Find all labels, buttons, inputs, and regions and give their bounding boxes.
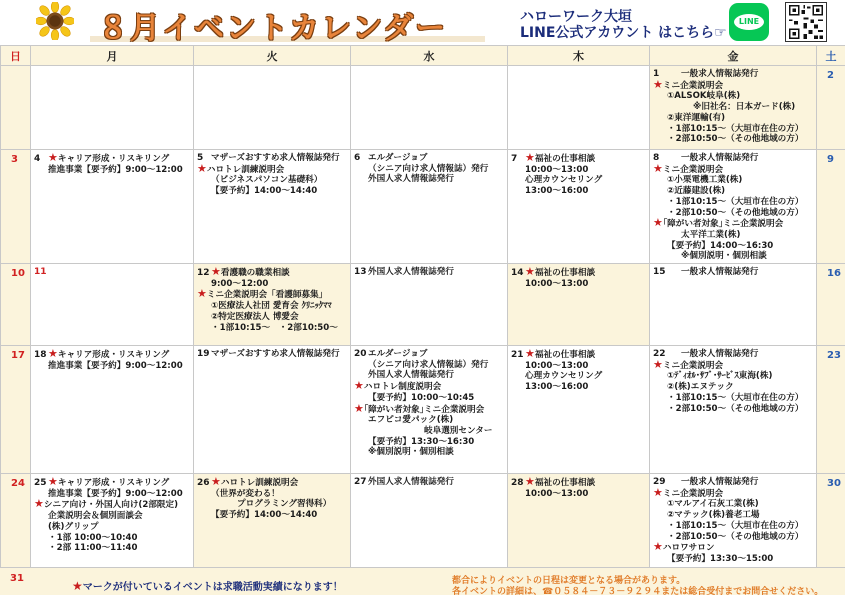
- sunday-cell: 3: [1, 150, 31, 264]
- event-line: [511, 477, 646, 489]
- event-line: [511, 382, 646, 393]
- event-line: [34, 499, 190, 511]
- event-line: [653, 197, 813, 208]
- event-line: [34, 511, 190, 522]
- event-text: ・1部10:15～（大垣市在住の方）: [667, 123, 804, 134]
- day-cell: [508, 474, 650, 570]
- event-line: [511, 361, 646, 372]
- event-line: [34, 361, 190, 372]
- event-text: 10:00～13:00: [525, 360, 589, 371]
- event-text: ②特定医療法人 博愛会: [211, 311, 299, 322]
- event-line: [354, 360, 504, 371]
- event-text: ハロトレ訓練説明会: [206, 164, 285, 175]
- event-text: 【要予約】14:00～14:40: [211, 510, 318, 521]
- sunday-cell: 10: [1, 264, 31, 346]
- event-line: [653, 241, 813, 252]
- event-line: [653, 554, 813, 565]
- event-text: （ビジネスパソコン基礎科）: [211, 175, 323, 186]
- event-text: 看護職の職業相談: [220, 268, 290, 278]
- line-logo-text: LINE: [734, 14, 764, 30]
- event-line: [511, 175, 646, 186]
- day-number: 18: [34, 350, 47, 360]
- event-line: [653, 393, 813, 404]
- event-line: [511, 349, 646, 361]
- event-text: ①医療法人社団 愛育会 ｸﾘﾆｯｸﾏﾏ: [211, 301, 332, 312]
- event-line: [197, 489, 347, 500]
- event-text: 13:00～16:00: [525, 186, 589, 197]
- day-cell: [351, 474, 508, 570]
- event-line: [653, 218, 813, 230]
- star-icon: ★: [48, 151, 58, 164]
- event-line: [197, 349, 347, 360]
- day-number: 7: [511, 154, 518, 164]
- event-line: [197, 312, 347, 323]
- day-cell: [351, 66, 508, 150]
- star-icon: ★: [653, 485, 663, 499]
- week-row: [1, 264, 845, 346]
- event-text: ・2部10:50～（その他地域の方）: [667, 207, 804, 218]
- event-line: [354, 164, 504, 175]
- day-cell: [650, 474, 817, 570]
- day-cell: [194, 150, 351, 264]
- event-text: ハロトレ訓練説明会: [220, 478, 299, 488]
- event-line: [653, 208, 813, 219]
- day-cell: [508, 346, 650, 474]
- event-line: [197, 279, 347, 290]
- event-text: 心理カウンセリング: [525, 371, 603, 382]
- event-text: 10:00～13:00: [525, 164, 589, 175]
- event-line: [354, 447, 504, 458]
- event-line: [197, 477, 347, 489]
- calendar-grid: [0, 45, 845, 570]
- event-line: [653, 134, 813, 145]
- event-line: [653, 69, 813, 80]
- sunday-cell: 17: [1, 346, 31, 474]
- day-number: 28: [511, 478, 524, 488]
- day-number: 20: [354, 349, 367, 359]
- day-cell: [508, 150, 650, 264]
- event-line: [34, 153, 190, 165]
- footer-note-text: マークが付いているイベントは求職活動実績になります！: [82, 582, 343, 593]
- event-line: [34, 477, 190, 489]
- event-text: 一般求人情報誌発行: [681, 153, 759, 163]
- weekday-wed: 水: [351, 46, 508, 66]
- sunflower-icon: [36, 2, 74, 40]
- event-line: [354, 401, 504, 416]
- star-icon: ★: [48, 347, 58, 360]
- event-text: ハロトレ制度説明会: [363, 382, 442, 393]
- event-line: [653, 532, 813, 543]
- event-text: キャリア形成・リスキリング: [57, 154, 170, 164]
- event-text: 福祉の仕事相談: [534, 154, 596, 164]
- event-line: [653, 371, 813, 382]
- event-text: 【要予約】10:00～10:45: [368, 392, 475, 403]
- event-text: ①小栗電機工業(株): [667, 175, 743, 186]
- event-line: [653, 91, 813, 102]
- event-text: ①マルアイ石灰工業(株): [667, 499, 759, 510]
- event-text: シニア向け・外国人向け(2部限定): [43, 500, 179, 511]
- star-icon: ★: [525, 475, 535, 488]
- day-number: 15: [653, 267, 666, 277]
- event-text: (株)グリップ: [48, 521, 99, 532]
- day-number: 1: [653, 69, 660, 79]
- calendar-body: [1, 66, 845, 570]
- day-number: 19: [197, 349, 210, 359]
- day-number: 25: [34, 478, 47, 488]
- event-text: （世界が変わる！: [211, 488, 280, 499]
- day-cell: [351, 264, 508, 346]
- saturday-cell: 30: [817, 474, 845, 570]
- day-cell: [31, 474, 194, 570]
- event-text: 【要予約】14:00～14:40: [211, 186, 318, 197]
- day-cell: [31, 150, 194, 264]
- event-text: マザーズおすすめ求人情報誌発行: [211, 349, 340, 359]
- day-cell: [31, 346, 194, 474]
- week-row: [1, 474, 845, 570]
- saturday-cell: 23: [817, 346, 845, 474]
- event-text: 外国人求人情報誌発行: [368, 370, 454, 381]
- event-line: [197, 323, 347, 334]
- event-text: 推進事業【要予約】9:00～12:00: [48, 488, 183, 499]
- star-icon: ★: [653, 216, 663, 230]
- event-line: [653, 113, 813, 124]
- day-number: 11: [34, 267, 47, 277]
- star-icon: ★: [525, 151, 535, 164]
- event-line: [511, 153, 646, 165]
- event-text: 一般求人情報誌発行: [681, 477, 759, 487]
- event-line: [653, 521, 813, 532]
- event-line: [653, 477, 813, 488]
- event-line: [354, 393, 504, 404]
- event-line: [653, 404, 813, 415]
- event-text: ミニ企業説明会: [662, 488, 724, 499]
- star-icon: ★: [211, 265, 221, 278]
- footer-star-note: [72, 578, 343, 593]
- event-text: ※個別説明・個別相談: [368, 447, 454, 458]
- event-text: ｢障がい者対象｣ミニ企業説明会: [662, 219, 784, 230]
- calendar-header: [0, 0, 845, 45]
- week-row: [1, 66, 845, 150]
- star-icon: ★: [211, 475, 221, 488]
- week-row: [1, 150, 845, 264]
- day-cell: [194, 264, 351, 346]
- event-line: [354, 370, 504, 381]
- event-line: [653, 124, 813, 135]
- event-line: [354, 267, 504, 278]
- star-icon: ★: [653, 77, 663, 91]
- event-line: [653, 230, 813, 241]
- event-text: 9:00～12:00: [211, 278, 269, 289]
- day-cell: [194, 346, 351, 474]
- event-line: [34, 489, 190, 500]
- event-text: 一般求人情報誌発行: [681, 349, 759, 359]
- event-line: [197, 153, 347, 164]
- event-line: [653, 102, 813, 113]
- star-icon: ★: [197, 161, 207, 175]
- event-text: ・2部10:50～（その他地域の方）: [667, 531, 804, 542]
- day-31: 31: [10, 573, 24, 584]
- event-text: （シニア向け求人情報誌）発行: [368, 359, 489, 370]
- star-icon: ★: [48, 475, 58, 488]
- event-line: [653, 251, 813, 262]
- event-line: [197, 289, 347, 301]
- event-text: 福祉の仕事相談: [534, 268, 596, 278]
- event-line: [653, 382, 813, 393]
- line-logo-icon[interactable]: [729, 3, 769, 41]
- day-cell: [650, 150, 817, 264]
- star-icon: ★: [72, 579, 83, 593]
- event-line: [511, 279, 646, 290]
- event-text: 10:00～13:00: [525, 278, 589, 289]
- event-line: [653, 77, 813, 92]
- event-line: [354, 477, 504, 488]
- event-line: [197, 267, 347, 279]
- event-text: 福祉の仕事相談: [534, 350, 596, 360]
- day-number: 21: [511, 350, 524, 360]
- weekday-sun: 日: [1, 46, 31, 66]
- event-line: [197, 175, 347, 186]
- star-icon: ★: [653, 161, 663, 175]
- day-number: 29: [653, 477, 666, 487]
- event-text: 一般求人情報誌発行: [681, 267, 759, 277]
- event-line: [34, 165, 190, 176]
- event-text: 10:00～13:00: [525, 488, 589, 499]
- event-line: [511, 186, 646, 197]
- event-text: ミニ企業説明会: [662, 360, 724, 371]
- event-line: [653, 485, 813, 500]
- event-line: [653, 175, 813, 186]
- event-text: 外国人求人情報誌発行: [368, 267, 454, 277]
- event-line: [197, 161, 347, 176]
- event-text: ・2部 11:00～11:40: [48, 543, 138, 554]
- event-text: ②近藤建設(株): [667, 186, 726, 197]
- event-line: [354, 381, 504, 393]
- event-text: ハロワサロン: [662, 543, 715, 554]
- event-text: エルダージョブ: [368, 349, 428, 359]
- event-text: ・2部10:50～（その他地域の方）: [667, 403, 804, 414]
- day-number: 27: [354, 477, 367, 487]
- event-line: [34, 349, 190, 361]
- event-text: 推進事業【要予約】9:00～12:00: [48, 360, 183, 371]
- day-number: 5: [197, 153, 204, 163]
- weekday-tue: 火: [194, 46, 351, 66]
- qr-code-icon[interactable]: [785, 2, 827, 42]
- day-cell: [351, 150, 508, 264]
- event-text: ミニ企業説明会「看護師募集」: [206, 290, 328, 301]
- event-line: [197, 186, 347, 197]
- event-line: [34, 543, 190, 554]
- event-line: [354, 174, 504, 185]
- event-line: [653, 161, 813, 176]
- event-text: ①ALSOK岐阜(株): [667, 91, 741, 102]
- weekday-sat: 土: [817, 46, 845, 66]
- event-text: 外国人求人情報誌発行: [368, 174, 454, 185]
- day-cell: [650, 66, 817, 150]
- event-text: ・1部10:15～ ・2部10:50～: [211, 322, 338, 333]
- weekday-header-row: [1, 46, 845, 66]
- event-text: ②(株)エヌテック: [667, 382, 734, 393]
- event-line: [653, 267, 813, 278]
- weekday-thu: 木: [508, 46, 650, 66]
- day-number: 26: [197, 478, 210, 488]
- event-line: [653, 349, 813, 360]
- day-cell: [650, 264, 817, 346]
- event-line: [354, 426, 504, 437]
- event-line: [511, 371, 646, 382]
- event-text: キャリア形成・リスキリング: [57, 478, 170, 488]
- day-number: 13: [354, 267, 367, 277]
- event-text: 13:00～16:00: [525, 382, 589, 393]
- event-text: （シニア向け求人情報誌）発行: [368, 163, 489, 174]
- event-text: 外国人求人情報誌発行: [368, 477, 454, 487]
- star-icon: ★: [197, 287, 207, 301]
- page-title: ８月イベントカレンダー: [98, 11, 448, 46]
- saturday-cell: 2: [817, 66, 845, 150]
- event-text: 太平洋工業(株): [681, 229, 741, 240]
- event-text: 心理カウンセリング: [525, 175, 603, 186]
- event-line: [34, 533, 190, 544]
- event-line: [653, 186, 813, 197]
- star-icon: ★: [653, 540, 663, 554]
- event-text: 企業説明会＆個別面談会: [48, 511, 143, 522]
- event-line: [354, 415, 504, 426]
- saturday-cell: 9: [817, 150, 845, 264]
- line-account-link[interactable]: LINE公式アカウント はこちら☞: [520, 25, 727, 41]
- event-text: ①ﾃﾞｨｵﾙ･ｻﾌﾞ･ｻｰﾋﾞｽ東海(株): [667, 371, 773, 382]
- week-row: [1, 346, 845, 474]
- event-text: ②東洋運輸(有): [667, 112, 726, 123]
- event-line: [653, 357, 813, 372]
- event-line: [511, 165, 646, 176]
- event-line: [653, 542, 813, 554]
- footer-contact-notice: 各イベントの詳細は、☎０５８４－７３－９２９４または総合受付までお問合せください。: [452, 587, 824, 595]
- event-text: 【要予約】13:30～15:00: [667, 553, 774, 564]
- event-text: ・1部 10:00～10:40: [48, 532, 138, 543]
- star-icon: ★: [34, 497, 44, 511]
- day-number: 6: [354, 153, 361, 163]
- day-cell: [194, 474, 351, 570]
- day-number: 12: [197, 268, 210, 278]
- event-text: ②マテック(株)養老工場: [667, 510, 760, 521]
- day-cell: [508, 66, 650, 150]
- event-text: ※旧社名：日本ガード(株): [693, 102, 796, 113]
- event-text: エルダージョブ: [368, 153, 428, 163]
- day-cell: [31, 264, 194, 346]
- event-line: [354, 349, 504, 360]
- day-number: 8: [653, 153, 660, 163]
- event-text: 岐阜選別センター: [424, 425, 493, 436]
- event-text: エフピコ愛パック(株): [368, 415, 454, 426]
- event-text: 一般求人情報誌発行: [681, 69, 759, 79]
- star-icon: ★: [525, 347, 535, 360]
- event-text: ・1部10:15～（大垣市在住の方）: [667, 392, 804, 403]
- weekday-mon: 月: [31, 46, 194, 66]
- event-line: [653, 499, 813, 510]
- event-text: 推進事業【要予約】9:00～12:00: [48, 164, 183, 175]
- day-number: 14: [511, 268, 524, 278]
- star-icon: ★: [525, 265, 535, 278]
- event-line: [197, 301, 347, 312]
- day-cell: [31, 66, 194, 150]
- event-text: 【要予約】13:30～16:30: [368, 436, 475, 447]
- event-text: マザーズおすすめ求人情報誌発行: [211, 153, 340, 163]
- event-text: プログラミング習得科）: [237, 499, 332, 510]
- event-line: [34, 522, 190, 533]
- event-text: 【要予約】14:00～16:30: [667, 240, 774, 251]
- event-text: ｢障がい者対象｣ミニ企業説明会: [363, 404, 485, 415]
- event-text: 福祉の仕事相談: [534, 478, 596, 488]
- day-number: 4: [34, 154, 41, 164]
- event-text: ・2部10:50～（その他地域の方）: [667, 134, 804, 145]
- event-text: ミニ企業説明会: [662, 80, 724, 91]
- event-text: ※個別説明・個別相談: [681, 251, 767, 262]
- footer-schedule-notice: 都合によりイベントの日程は変更となる場合があります。: [452, 576, 686, 586]
- day-number: 22: [653, 349, 666, 359]
- event-line: [354, 153, 504, 164]
- calendar-footer: [0, 567, 845, 595]
- day-cell: [351, 346, 508, 474]
- sunday-cell: [1, 66, 31, 150]
- star-icon: ★: [354, 379, 364, 393]
- event-line: [197, 499, 347, 510]
- saturday-cell: 16: [817, 264, 845, 346]
- event-line: [511, 267, 646, 279]
- event-line: [653, 153, 813, 164]
- day-cell: [650, 346, 817, 474]
- org-name: ハローワーク大垣: [520, 9, 632, 25]
- sunday-cell: 24: [1, 474, 31, 570]
- event-line: [511, 489, 646, 500]
- day-cell: [194, 66, 351, 150]
- event-text: ・1部10:15～（大垣市在住の方）: [667, 196, 804, 207]
- event-line: [197, 510, 347, 521]
- event-text: ・1部10:15～（大垣市在住の方）: [667, 520, 804, 531]
- event-text: ミニ企業説明会: [662, 164, 724, 175]
- day-cell: [508, 264, 650, 346]
- event-text: キャリア形成・リスキリング: [57, 350, 170, 360]
- weekday-fri: 金: [650, 46, 817, 66]
- event-line: [653, 510, 813, 521]
- star-icon: ★: [653, 357, 663, 371]
- event-line: [354, 437, 504, 448]
- star-icon: ★: [354, 401, 364, 415]
